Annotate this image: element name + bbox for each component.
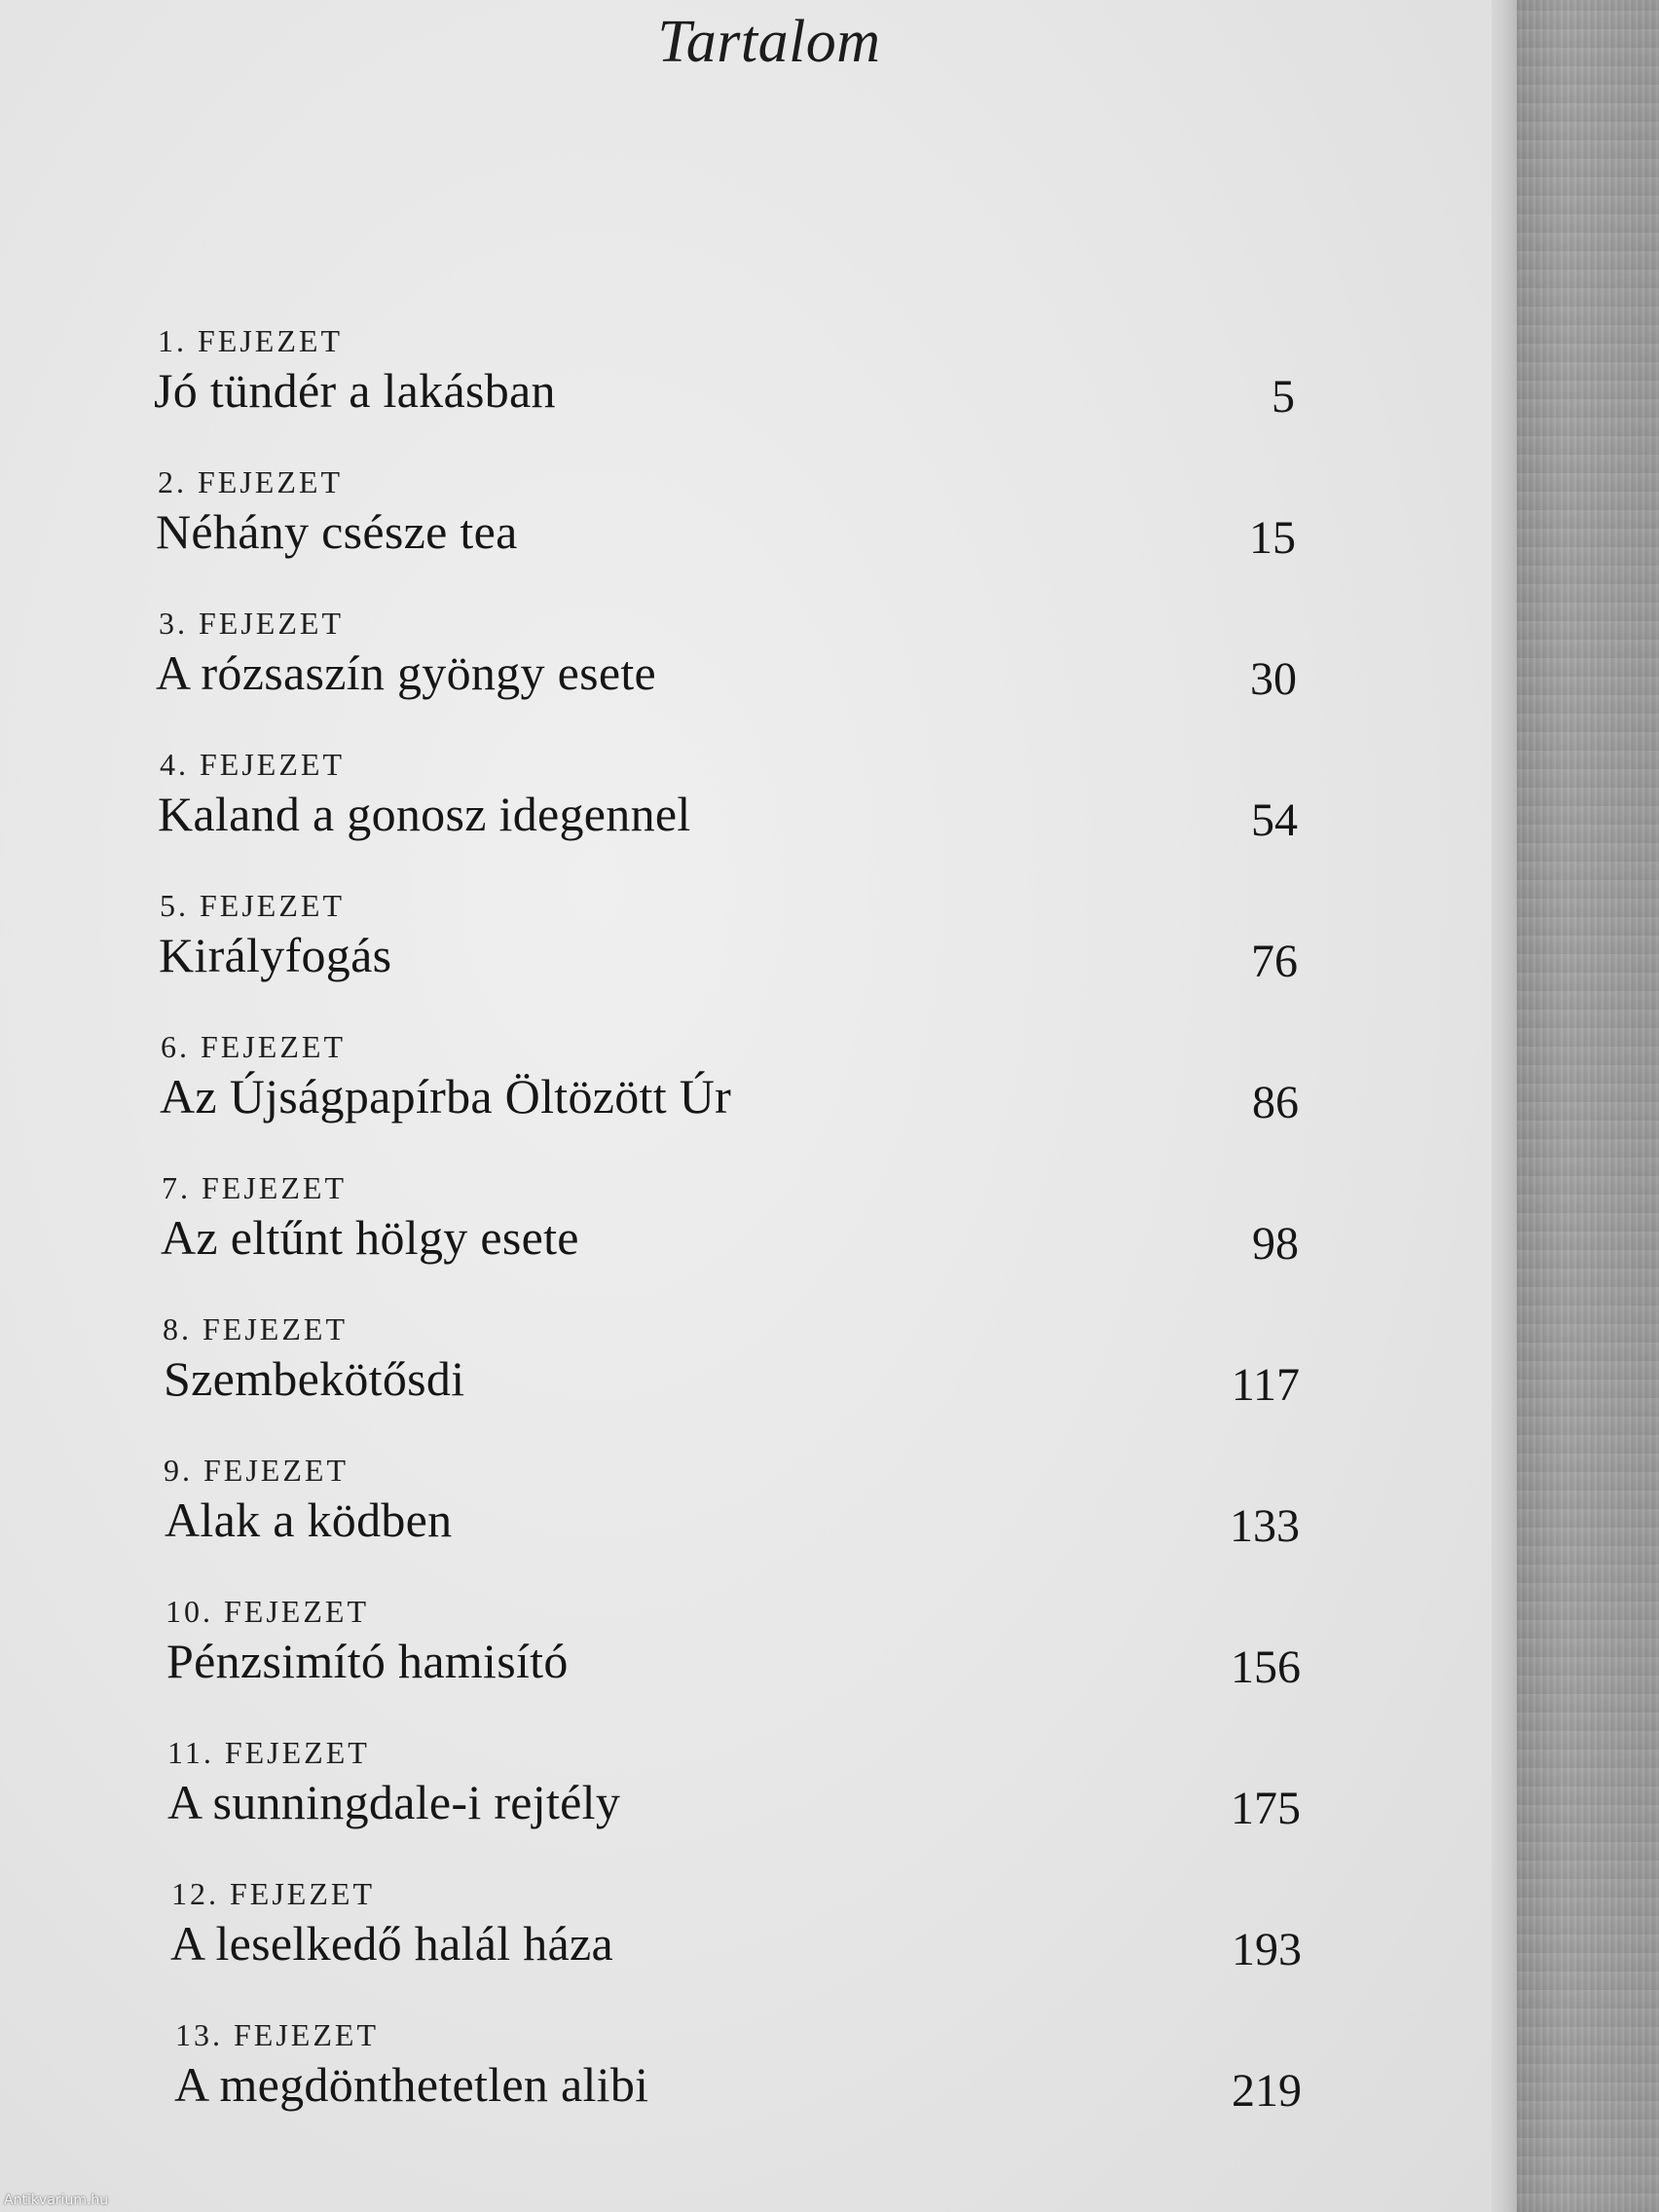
toc-entry bbox=[0, 1029, 1492, 1165]
watermark-text: Antikvarium.hu bbox=[4, 2193, 109, 2208]
background-surface bbox=[1499, 0, 1659, 2212]
chapter-title: Kaland a gonosz idegennel bbox=[158, 787, 691, 841]
page-number: 98 bbox=[1252, 1218, 1299, 1270]
chapter-label: 10. FEJEZET bbox=[166, 1594, 369, 1629]
toc-entry bbox=[0, 1170, 1492, 1307]
chapter-label: 1. FEJEZET bbox=[158, 323, 343, 358]
toc-entry bbox=[0, 1594, 1492, 1730]
chapter-label: 13. FEJEZET bbox=[175, 2017, 379, 2052]
chapter-title: A rózsaszín gyöngy esete bbox=[156, 645, 657, 700]
page-edge bbox=[1488, 0, 1517, 2212]
toc-entry bbox=[0, 2017, 1492, 2154]
chapter-title: A leselkedő halál háza bbox=[170, 1916, 614, 1971]
page-title: Tartalom bbox=[657, 9, 881, 75]
chapter-title: Pénzsimító hamisító bbox=[166, 1634, 569, 1688]
toc-entry bbox=[0, 606, 1492, 742]
page-number: 30 bbox=[1250, 653, 1297, 705]
chapter-label: 9. FEJEZET bbox=[164, 1453, 349, 1488]
page-number: 193 bbox=[1232, 1924, 1302, 1975]
chapter-label: 11. FEJEZET bbox=[167, 1735, 370, 1770]
toc-entry bbox=[0, 323, 1492, 460]
chapter-label: 12. FEJEZET bbox=[171, 1876, 375, 1911]
toc-entry bbox=[0, 888, 1492, 1024]
chapter-title: A megdönthetetlen alibi bbox=[174, 2057, 649, 2112]
chapter-title: Néhány csésze tea bbox=[156, 504, 518, 559]
toc-entry bbox=[0, 464, 1492, 601]
page-number: 54 bbox=[1251, 794, 1298, 846]
chapter-label: 4. FEJEZET bbox=[160, 747, 345, 782]
toc-entry bbox=[0, 1453, 1492, 1589]
page-number: 117 bbox=[1231, 1359, 1300, 1411]
chapter-label: 5. FEJEZET bbox=[160, 888, 345, 923]
toc-entry bbox=[0, 1311, 1492, 1448]
chapter-label: 2. FEJEZET bbox=[158, 464, 343, 499]
chapter-title: A sunningdale-i rejtély bbox=[167, 1775, 621, 1829]
chapter-title: Jó tündér a lakásban bbox=[154, 363, 556, 418]
chapter-title: Szembekötősdi bbox=[164, 1351, 465, 1406]
chapter-title: Királyfogás bbox=[159, 928, 392, 982]
chapter-title: Az Újságpapírba Öltözött Úr bbox=[160, 1069, 732, 1124]
chapter-label: 6. FEJEZET bbox=[161, 1029, 346, 1064]
page-number: 5 bbox=[1272, 371, 1295, 423]
chapter-label: 8. FEJEZET bbox=[163, 1311, 348, 1346]
page-number: 86 bbox=[1252, 1077, 1299, 1128]
page-number: 219 bbox=[1232, 2065, 1302, 2117]
chapter-title: Alak a ködben bbox=[165, 1493, 453, 1547]
page-number: 15 bbox=[1249, 512, 1296, 564]
chapter-title: Az eltűnt hölgy esete bbox=[161, 1210, 579, 1265]
chapter-label: 3. FEJEZET bbox=[159, 606, 344, 641]
page-number: 76 bbox=[1251, 936, 1298, 987]
page-number: 133 bbox=[1230, 1500, 1300, 1552]
toc-entry bbox=[0, 1735, 1492, 1871]
page-number: 175 bbox=[1231, 1783, 1301, 1834]
toc-entry bbox=[0, 747, 1492, 883]
chapter-label: 7. FEJEZET bbox=[162, 1170, 347, 1205]
toc-entry bbox=[0, 1876, 1492, 2012]
page-number: 156 bbox=[1231, 1641, 1301, 1693]
